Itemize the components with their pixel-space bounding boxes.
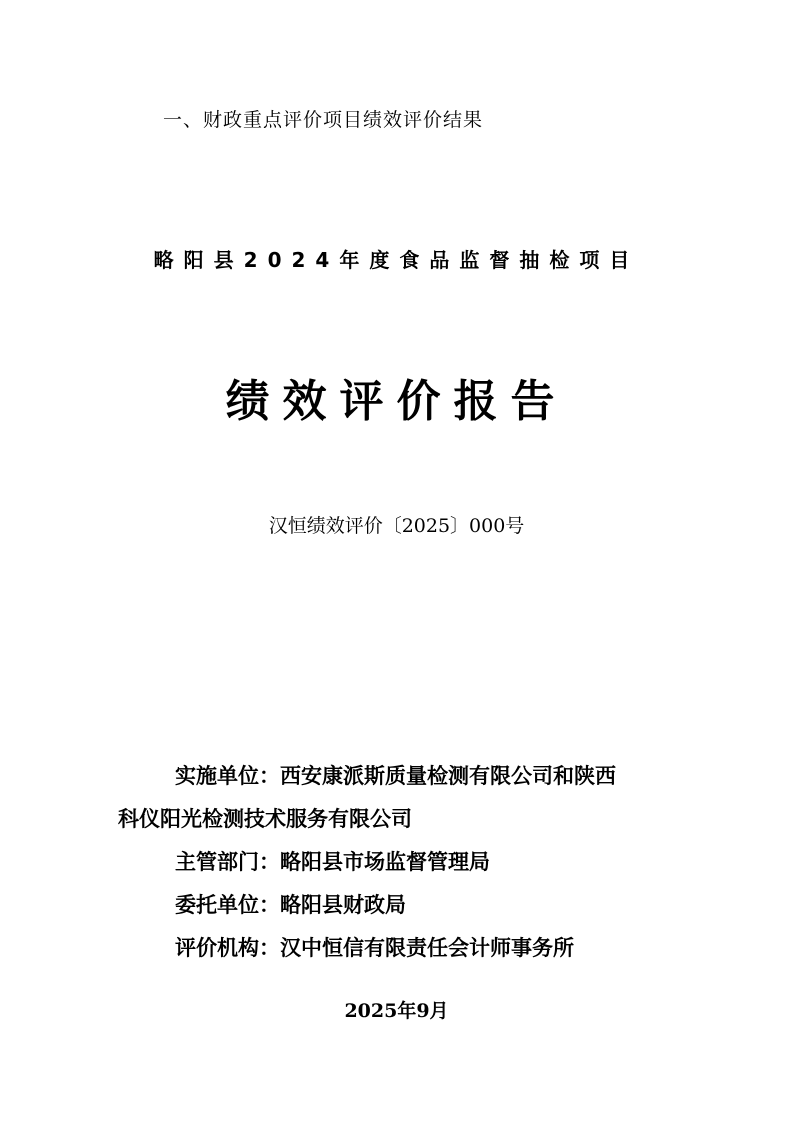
document-number: 汉恒绩效评价〔2025〕000号 (268, 515, 525, 537)
evaluator-line (118, 926, 688, 969)
implementer-value: 西安康派斯质量检测有限公司和陕西 (280, 763, 616, 788)
department-label: 主管部门： (175, 849, 280, 874)
entrust-label: 委托单位： (175, 892, 280, 917)
department-line (118, 840, 688, 883)
report-date: 2025年9月 (344, 1000, 449, 1022)
entrust-value: 略阳县财政局 (280, 892, 406, 917)
department-value: 略阳县市场监督管理局 (280, 849, 490, 874)
section-heading: 一、财政重点评价项目绩效评价结果 (163, 109, 484, 131)
report-info-block (118, 754, 688, 969)
implementer-continuation-line: 科仪阳光检测技术服务有限公司 (118, 806, 412, 831)
report-title: 绩效评价报告 (225, 376, 568, 427)
project-title: 略阳县2024年度食品监督抽检项目 (153, 248, 640, 272)
evaluator-label: 评价机构： (175, 935, 280, 960)
implementer-label: 实施单位： (175, 763, 280, 788)
implementer-line (118, 754, 688, 797)
entrust-line (118, 883, 688, 926)
evaluator-value: 汉中恒信有限责任会计师事务所 (280, 935, 574, 960)
